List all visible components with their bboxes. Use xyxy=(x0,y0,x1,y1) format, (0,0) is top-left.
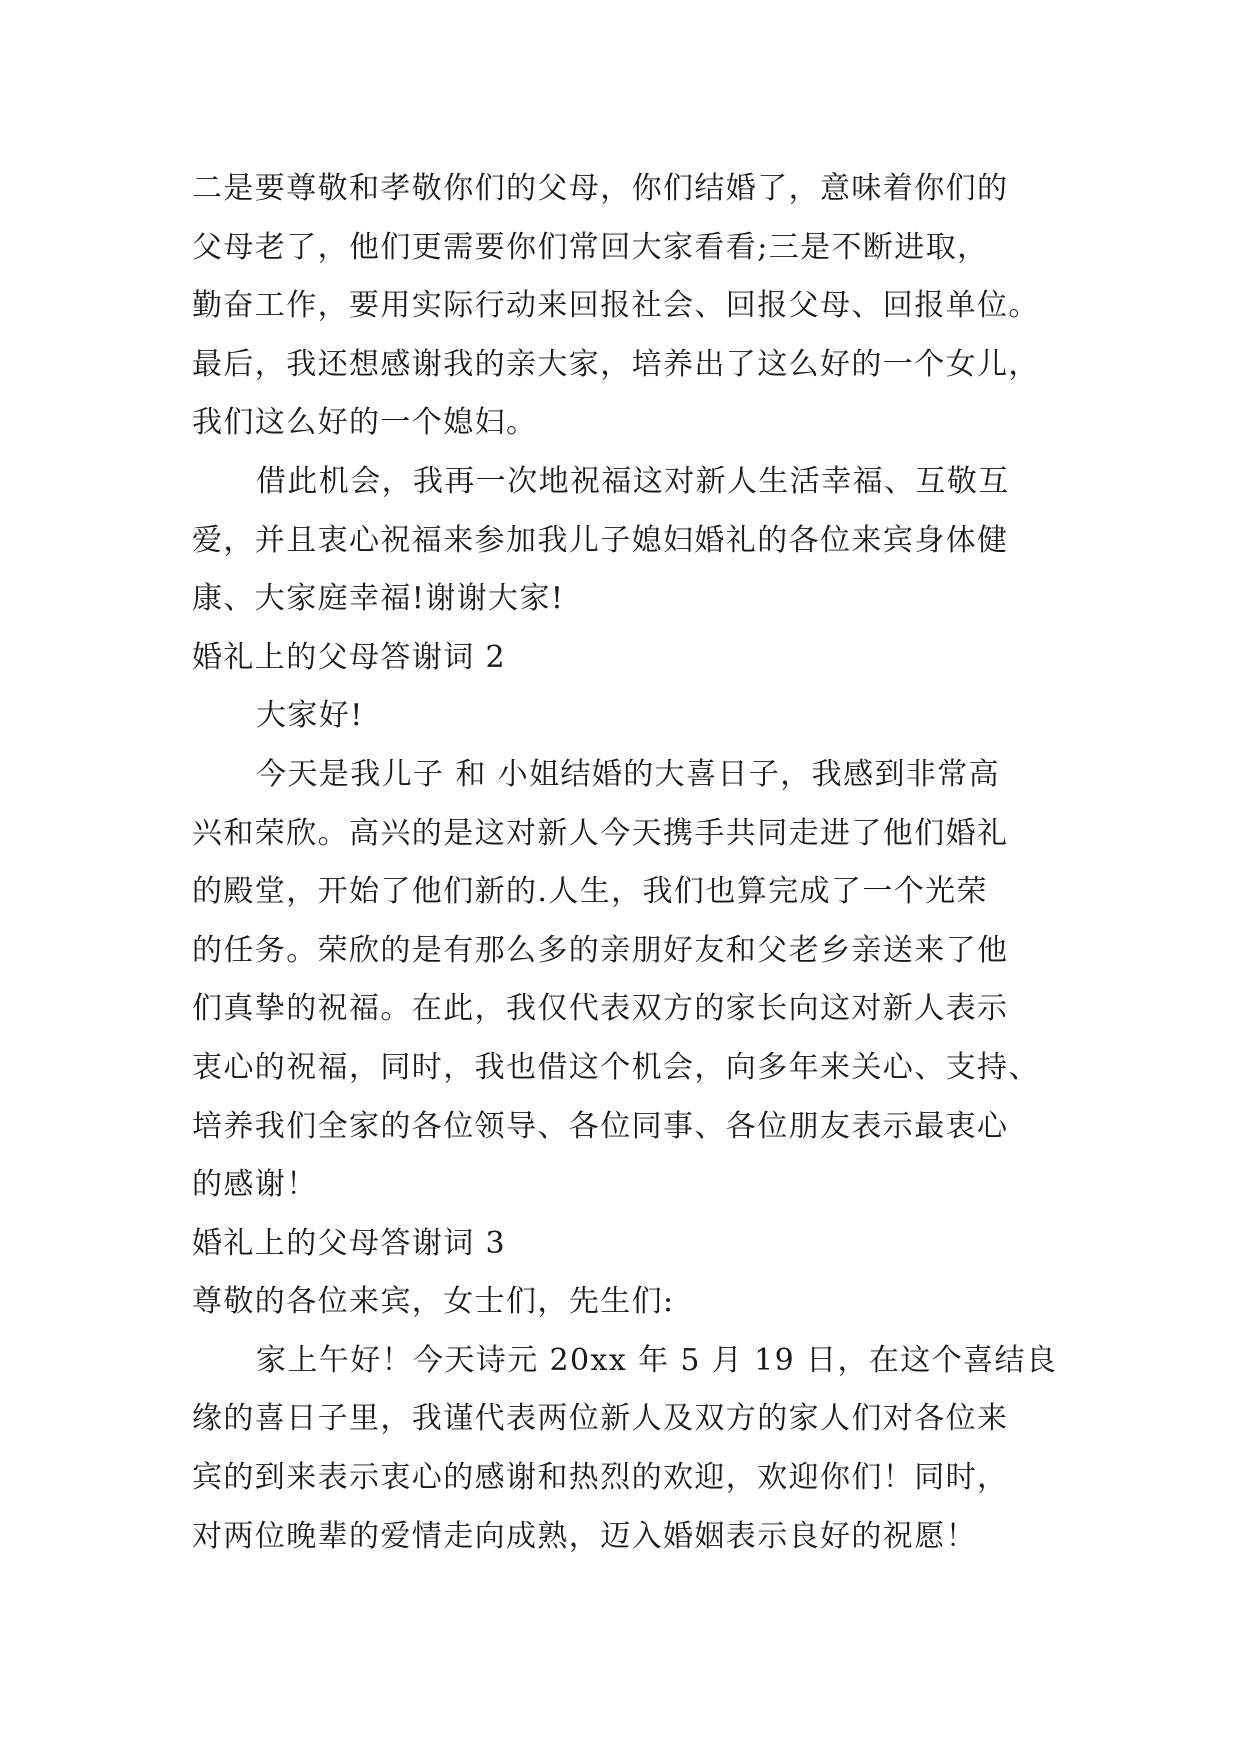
text-line: 最后，我还想感谢我的亲大家，培养出了这么好的一个女儿， xyxy=(192,346,1040,382)
text-line: 兴和荣欣。高兴的是这对新人今天携手共同走进了他们婚礼 xyxy=(192,815,1009,851)
document-page xyxy=(192,160,1072,1566)
text-line: 缘的喜日子里，我谨代表两位新人及双方的家人们对各位来 xyxy=(192,1401,1009,1437)
section-heading-2: 婚礼上的父母答谢词 2 xyxy=(192,639,507,675)
paragraph-start-line: 今天是我儿子 和 小姐结婚的大喜日子，我感到非常高 xyxy=(256,756,1001,792)
text-line: 我们这么好的一个媳妇。 xyxy=(192,405,538,441)
text-line: 衷心的祝福，同时，我也借这个机会，向多年来关心、支持、 xyxy=(192,1049,1040,1085)
text-line: 们真挚的祝福。在此，我仅代表双方的家长向这对新人表示 xyxy=(192,991,1009,1027)
paragraph-start-line: 借此机会，我再一次地祝福这对新人生活幸福、互敬互 xyxy=(256,463,1010,499)
text-line: 对两位晚辈的爱情走向成熟，迈入婚姻表示良好的祝愿！ xyxy=(192,1518,977,1554)
greeting-line: 大家好! xyxy=(256,698,364,734)
text-line: 的任务。荣欣的是有那么多的亲朋好友和父老乡亲送来了他 xyxy=(192,932,1009,968)
text-line: 宾的到来表示衷心的感谢和热烈的欢迎，欢迎你们！同时， xyxy=(192,1460,1009,1496)
text-line: 二是要尊敬和孝敬你们的父母，你们结婚了，意味着你们的 xyxy=(192,171,1009,206)
section-heading-3: 婚礼上的父母答谢词 3 xyxy=(192,1225,507,1261)
text-line: 爱，并且衷心祝福来参加我儿子媳妇婚礼的各位来宾身体健 xyxy=(192,522,1009,558)
salutation-line: 尊敬的各位来宾，女士们，先生们: xyxy=(192,1284,675,1320)
text-line: 的感谢！ xyxy=(192,1167,318,1203)
text-line: 勤奋工作，要用实际行动来回报社会、回报父母、回报单位。 xyxy=(192,288,1040,324)
text-line: 培养我们全家的各位领导、各位同事、各位朋友表示最衷心 xyxy=(192,1108,1009,1144)
paragraph-start-line: 家上午好！今天诗元 20xx 年 5 月 19 日，在这个喜结良 xyxy=(256,1342,1058,1378)
text-line: 康、大家庭幸福!谢谢大家! xyxy=(192,581,565,617)
text-line: 的殿堂，开始了他们新的.人生，我们也算完成了一个光荣 xyxy=(192,874,988,910)
text-line: 父母老了，他们更需要你们常回大家看看;三是不断进取， xyxy=(192,229,989,265)
